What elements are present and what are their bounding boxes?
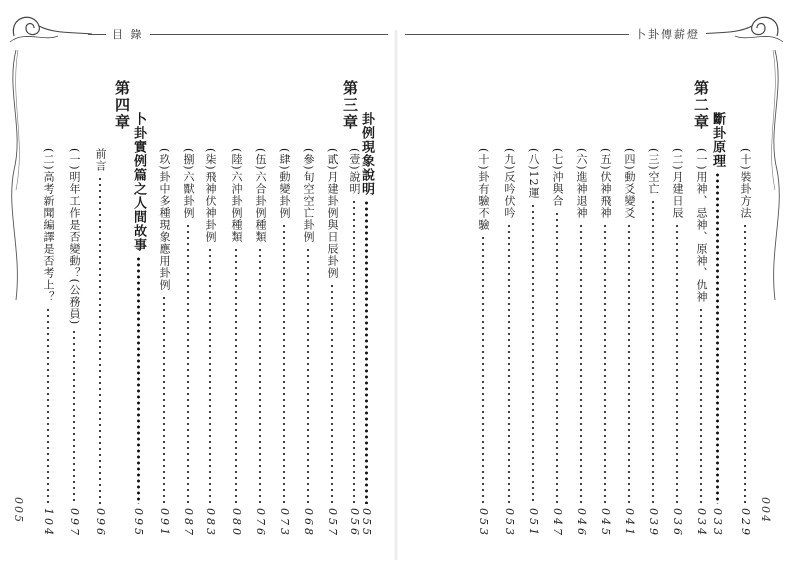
side-border-ornament-icon xyxy=(4,50,26,300)
page-number: 053 xyxy=(503,508,516,538)
entry-title: (三)空亡 xyxy=(647,148,660,195)
page-number: 097 xyxy=(68,508,81,538)
dot-leader xyxy=(73,329,75,504)
page-number: 029 xyxy=(739,508,752,538)
entry-title: (伍)六合卦例種類 xyxy=(254,148,267,243)
page-number: 096 xyxy=(94,508,107,538)
toc-entry-row xyxy=(475,148,491,538)
toc-entry-row xyxy=(202,148,218,538)
toc-entry-row xyxy=(501,148,517,538)
page-number: 080 xyxy=(230,508,243,538)
toc-entry-row xyxy=(276,148,292,538)
entry-title: (十)裝卦方法 xyxy=(739,148,752,219)
entry-title: (參)旬空空亡卦例 xyxy=(302,148,315,243)
dot-leader xyxy=(482,235,484,504)
toc-entry-row xyxy=(597,148,613,538)
dot-leader xyxy=(365,200,368,504)
entry-title: (貳)月建卦例與日辰卦例 xyxy=(326,148,339,279)
dot-leader xyxy=(744,223,746,504)
toc-entry-row xyxy=(645,148,661,538)
toc-entry-row xyxy=(573,148,589,538)
page-number: 036 xyxy=(671,508,684,538)
toc-chapter-title-row xyxy=(358,112,374,538)
dot-leader xyxy=(283,223,285,504)
left-folio: 005 xyxy=(12,497,25,524)
toc-entry-row xyxy=(156,148,172,538)
toc-entry-row xyxy=(228,148,244,538)
entry-title: (肆)動變卦例 xyxy=(278,148,291,219)
dot-leader xyxy=(331,283,333,504)
chapter-heading xyxy=(693,80,709,131)
dot-leader xyxy=(163,295,165,504)
page-number: 087 xyxy=(182,508,195,538)
page-number: 083 xyxy=(204,508,217,538)
side-border-ornament-icon xyxy=(765,50,787,300)
toc-entry-row xyxy=(621,148,637,538)
chapter-title: 卦例現象說明 xyxy=(359,112,374,196)
entry-title: (捌)六獸卦例 xyxy=(182,148,195,219)
page-number: 095 xyxy=(132,508,145,538)
entry-title: (十)卦有驗不驗 xyxy=(477,148,490,231)
dot-leader xyxy=(99,176,101,504)
dot-leader xyxy=(532,203,534,504)
dot-leader xyxy=(259,247,261,504)
page-number: 055 xyxy=(360,508,373,538)
right-page xyxy=(397,0,793,577)
page-number: 034 xyxy=(695,508,708,538)
page-number: 073 xyxy=(278,508,291,538)
dot-leader xyxy=(47,307,49,504)
entry-title: (四)動爻變爻 xyxy=(623,148,636,219)
corner-ornament-icon xyxy=(697,6,789,46)
corner-ornament-icon xyxy=(4,6,94,46)
page-number: 033 xyxy=(711,508,724,538)
page-number: 047 xyxy=(551,508,564,538)
dot-leader xyxy=(307,247,309,504)
toc-entry-row xyxy=(40,148,56,538)
dot-leader xyxy=(235,247,237,504)
entry-title: (二)月建日辰 xyxy=(671,148,684,219)
right-folio: 004 xyxy=(759,497,772,524)
dot-leader xyxy=(700,307,702,504)
entry-title: (玖)卦中多種現象應用卦例 xyxy=(158,148,171,291)
dot-leader xyxy=(556,211,558,504)
dot-leader xyxy=(604,223,606,504)
chapter-title: 斷卦原理 xyxy=(710,112,725,168)
dot-leader xyxy=(353,199,355,504)
toc-entry-row xyxy=(180,148,196,538)
toc-entry-row xyxy=(693,148,709,538)
dot-leader xyxy=(716,172,719,504)
entry-title: (一)明年工作是否變動？(公務員) xyxy=(68,148,81,326)
dot-leader xyxy=(676,223,678,504)
page-number: 091 xyxy=(158,508,171,538)
page-number: 056 xyxy=(348,508,361,538)
entry-title: (柒)飛神伏神卦例 xyxy=(204,148,217,243)
page-number: 051 xyxy=(527,508,540,538)
entry-title: (壹)說明 xyxy=(348,148,361,195)
entry-title: (五)伏神飛神 xyxy=(599,148,612,219)
entry-title: (七)沖與合 xyxy=(551,148,564,207)
page-number: 104 xyxy=(42,508,55,538)
entry-title: (六)進神退神 xyxy=(575,148,588,219)
left-page xyxy=(0,0,396,577)
toc-entry-row xyxy=(252,148,268,538)
entry-title: (八)12運 xyxy=(527,148,540,199)
chapter-number: 第四章 xyxy=(113,80,131,131)
entry-title: 前言 xyxy=(94,148,107,172)
page-number: 053 xyxy=(477,508,490,538)
toc-entry-row xyxy=(737,148,753,538)
toc-entry-row xyxy=(92,148,108,538)
toc-entry-row xyxy=(300,148,316,538)
page-number: 045 xyxy=(599,508,612,538)
page-number: 039 xyxy=(647,508,660,538)
toc-entry-row xyxy=(66,148,82,538)
dot-leader xyxy=(209,247,211,504)
dot-leader xyxy=(580,223,582,504)
page-number: 046 xyxy=(575,508,588,538)
dot-leader xyxy=(652,199,654,504)
chapter-heading xyxy=(114,80,130,131)
toc-chapter-title-row xyxy=(130,112,146,538)
chapter-number: 第二章 xyxy=(692,80,710,131)
page-number: 076 xyxy=(254,508,267,538)
toc-chapter-title-row xyxy=(709,112,725,538)
toc-entry-row xyxy=(549,148,565,538)
toc-entry-row xyxy=(324,148,340,538)
right-header-title: 卜卦傳薪燈 xyxy=(629,26,706,42)
entry-title: (二)高考新聞編譯是否考上？ xyxy=(42,148,55,303)
page-number: 068 xyxy=(302,508,315,538)
entry-title: (一)用神、忌神、原神、仇神 xyxy=(695,148,708,303)
toc-entry-row xyxy=(669,148,685,538)
dot-leader xyxy=(137,256,140,504)
page-number: 057 xyxy=(326,508,339,538)
chapter-number: 第三章 xyxy=(341,80,359,131)
chapter-title: 卜卦實例篇之人間故事 xyxy=(131,112,146,252)
entry-title: (九)反吟伏吟 xyxy=(503,148,516,219)
entry-title: (陸)六沖卦例種類 xyxy=(230,148,243,243)
dot-leader xyxy=(628,223,630,504)
dot-leader xyxy=(508,223,510,504)
page-number: 041 xyxy=(623,508,636,538)
toc-entry-row xyxy=(525,148,541,538)
left-header-title: 目 錄 xyxy=(106,26,150,42)
chapter-heading xyxy=(342,80,358,131)
dot-leader xyxy=(187,223,189,504)
